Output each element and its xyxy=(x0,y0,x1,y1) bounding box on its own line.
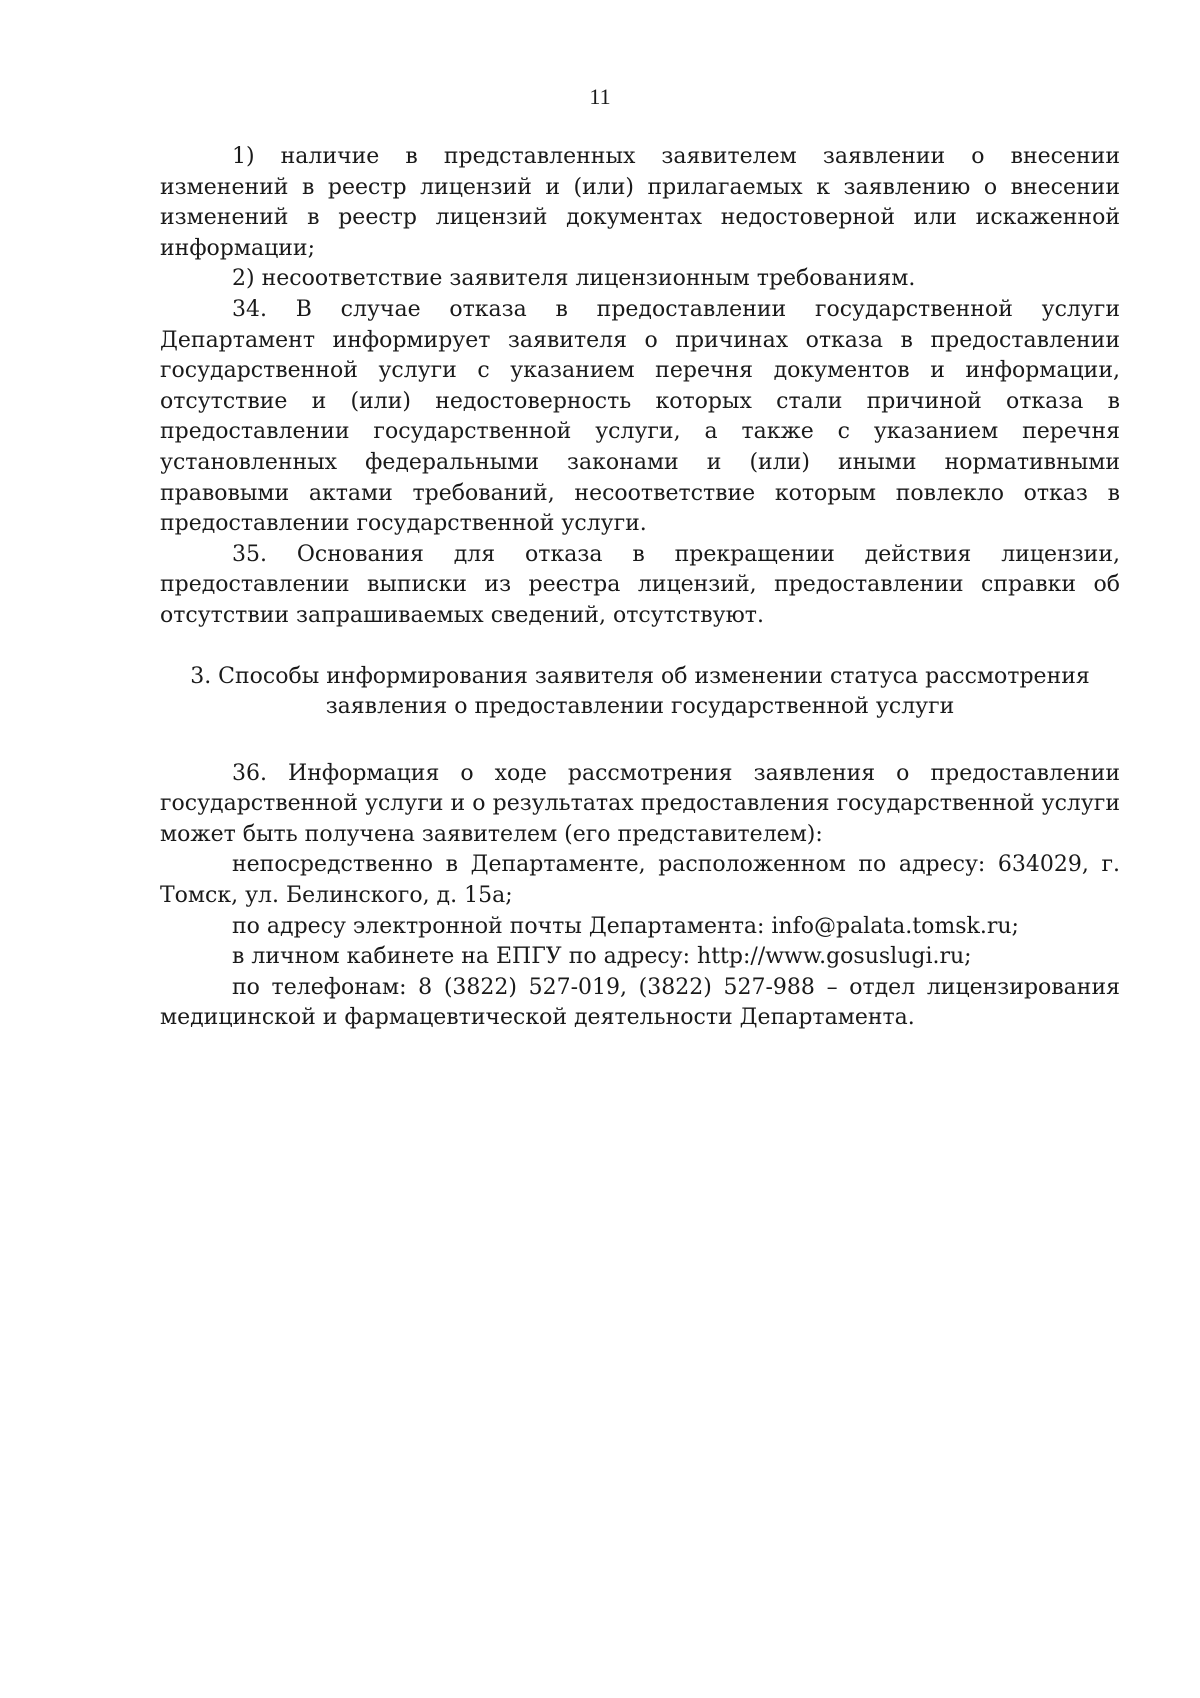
paragraph-35: 35. Основания для отказа в прекращении действия лицензии, предоставлении выписки из реестра лицензий, предоставлении справки об отсутствии запрашиваемых сведений, отсутствуют. xyxy=(160,541,1120,628)
document-body xyxy=(160,142,1120,1034)
section-heading xyxy=(160,662,1120,723)
section-heading-line-2: заявления о предоставлении государственной услуги xyxy=(325,694,955,720)
paragraph-email: по адресу электронной почты Департамента: info@palata.tomsk.ru; xyxy=(232,913,1019,939)
page-number: 11 xyxy=(589,84,611,109)
paragraph-phones: по телефонам: 8 (3822) 527-019, (3822) 527-988 – отдел лицензирования медицинской и фармацевтической деятельности Департамента. xyxy=(160,974,1120,1031)
paragraph-34: 34. В случае отказа в предоставлении государственной услуги Департамент информирует заявителя о причинах отказа в предоставлении государственной услуги с указанием перечня документов и информации, отсутствие и (или) недостоверность которых стали причиной отказа в предоставлении государственной услуги, а также с указанием перечня установленных федеральными законами и (или) иными нормативными правовыми актами требований, несоответствие которым повлекло отказ в предоставлении государственной услуги. xyxy=(160,296,1120,537)
paragraph-36: 36. Информация о ходе рассмотрения заявления о предоставлении государственной услуги и о результатах предоставления государственной услуги может быть получена заявителем (его представителем): xyxy=(160,760,1120,847)
paragraph-epgu: в личном кабинете на ЕПГУ по адресу: http://www.gosuslugi.ru; xyxy=(232,944,972,970)
paragraph-item-1: 1) наличие в представленных заявителем заявлении о внесении изменений в реестр лицензий и (или) прилагаемых к заявлению о внесении изменений в реестр лицензий документах недостоверной или искаженной информации; xyxy=(160,144,1120,261)
section-heading-line-1: 3. Способы информирования заявителя об изменении статуса рассмотрения xyxy=(190,663,1090,689)
paragraph-item-2: 2) несоответствие заявителя лицензионным требованиям. xyxy=(232,266,916,292)
paragraph-address: непосредственно в Департаменте, расположенном по адресу: 634029, г. Томск, ул. Белинского, д. 15а; xyxy=(160,852,1120,909)
